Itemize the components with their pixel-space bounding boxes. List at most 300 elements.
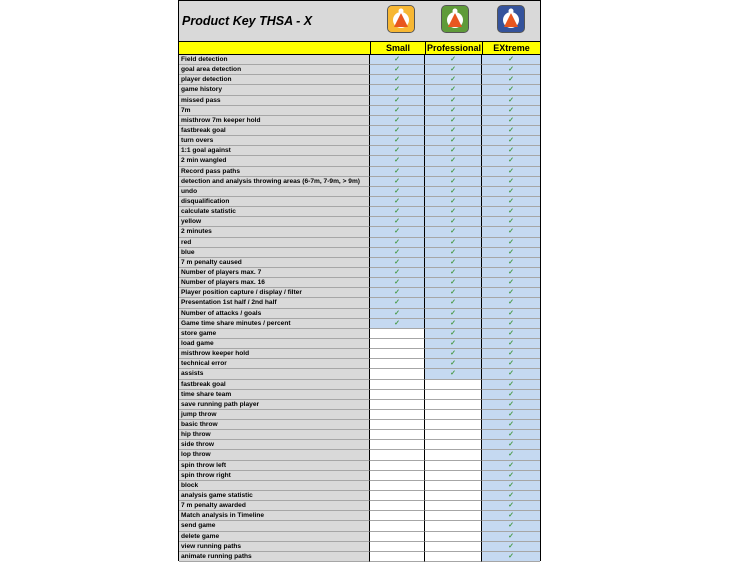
small-cell [370, 288, 425, 298]
professional-cell [425, 75, 482, 85]
check-icon: ✓ [450, 218, 456, 226]
check-icon: ✓ [508, 370, 514, 378]
small-cell [370, 359, 425, 369]
extreme-cell [482, 288, 540, 298]
table-row [179, 258, 540, 268]
feature-label: Record pass paths [179, 167, 370, 177]
check-icon: ✓ [450, 86, 456, 94]
check-icon: ✓ [450, 208, 456, 216]
table-row [179, 268, 540, 278]
check-icon: ✓ [394, 218, 400, 226]
professional-cell [425, 309, 482, 319]
feature-label: misthrow keeper hold [179, 349, 370, 359]
professional-cell [425, 96, 482, 106]
professional-cell [425, 542, 482, 552]
professional-cell [425, 227, 482, 237]
feature-label: analysis game statistic [179, 491, 370, 501]
check-icon: ✓ [508, 187, 514, 195]
extreme-cell [482, 116, 540, 126]
extreme-cell [482, 349, 540, 359]
feature-label: view running paths [179, 542, 370, 552]
extreme-cell [482, 217, 540, 227]
feature-label: Number of players max. 7 [179, 268, 370, 278]
check-icon: ✓ [394, 66, 400, 74]
table-row [179, 96, 540, 106]
feature-label: store game [179, 329, 370, 339]
small-cell [370, 461, 425, 471]
table-row [179, 187, 540, 197]
extreme-cell [482, 309, 540, 319]
small-cell [370, 197, 425, 207]
check-icon: ✓ [450, 106, 456, 114]
check-icon: ✓ [508, 492, 514, 500]
extreme-cell [482, 177, 540, 187]
check-icon: ✓ [450, 329, 456, 337]
small-cell [370, 329, 425, 339]
professional-cell [425, 187, 482, 197]
check-icon: ✓ [508, 289, 514, 297]
small-cell [370, 542, 425, 552]
small-cell [370, 420, 425, 430]
feature-label: turn overs [179, 136, 370, 146]
column-header-row [179, 42, 540, 55]
table-row [179, 491, 540, 501]
table-row [179, 400, 540, 410]
check-icon: ✓ [450, 147, 456, 155]
table-row [179, 75, 540, 85]
extreme-cell [482, 380, 540, 390]
small-cell [370, 481, 425, 491]
check-icon: ✓ [508, 218, 514, 226]
professional-cell [425, 501, 482, 511]
feature-label: technical error [179, 359, 370, 369]
feature-label: Number of attacks / goals [179, 309, 370, 319]
check-icon: ✓ [508, 441, 514, 449]
check-icon: ✓ [394, 258, 400, 266]
extreme-cell [482, 532, 540, 542]
professional-cell [425, 380, 482, 390]
professional-cell [425, 410, 482, 420]
extreme-cell [482, 55, 540, 65]
professional-cell [425, 248, 482, 258]
extreme-cell [482, 146, 540, 156]
check-icon: ✓ [508, 380, 514, 388]
feature-label: Number of players max. 16 [179, 278, 370, 288]
extreme-cell [482, 96, 540, 106]
check-icon: ✓ [508, 66, 514, 74]
table-row [179, 390, 540, 400]
small-cell [370, 491, 425, 501]
professional-cell [425, 238, 482, 248]
table-row [179, 521, 540, 531]
check-icon: ✓ [394, 167, 400, 175]
table-row [179, 440, 540, 450]
column-header-professional: Professional [426, 43, 482, 53]
professional-cell [425, 258, 482, 268]
check-icon: ✓ [508, 390, 514, 398]
check-icon: ✓ [450, 258, 456, 266]
feature-rows [179, 55, 540, 562]
check-icon: ✓ [450, 187, 456, 195]
professional-cell [425, 430, 482, 440]
table-row [179, 471, 540, 481]
small-cell [370, 400, 425, 410]
extreme-cell [482, 450, 540, 460]
professional-cell [425, 450, 482, 460]
check-icon: ✓ [450, 279, 456, 287]
small-cell [370, 248, 425, 258]
feature-label: Field detection [179, 55, 370, 65]
extreme-cell [482, 390, 540, 400]
small-cell [370, 268, 425, 278]
extreme-cell [482, 491, 540, 501]
feature-label: Game time share minutes / percent [179, 319, 370, 329]
table-row [179, 217, 540, 227]
feature-label: missed pass [179, 96, 370, 106]
professional-cell [425, 207, 482, 217]
check-icon: ✓ [508, 268, 514, 276]
professional-cell [425, 369, 482, 379]
check-icon: ✓ [508, 481, 514, 489]
feature-label: 7m [179, 106, 370, 116]
extreme-cell [482, 410, 540, 420]
check-icon: ✓ [450, 66, 456, 74]
check-icon: ✓ [450, 289, 456, 297]
check-icon: ✓ [394, 147, 400, 155]
table-row [179, 450, 540, 460]
professional-cell [425, 461, 482, 471]
check-icon: ✓ [508, 197, 514, 205]
check-icon: ✓ [450, 339, 456, 347]
small-cell [370, 532, 425, 542]
professional-logo-icon [441, 5, 469, 33]
professional-cell [425, 471, 482, 481]
small-cell [370, 369, 425, 379]
check-icon: ✓ [450, 126, 456, 134]
check-icon: ✓ [394, 177, 400, 185]
extreme-cell [482, 187, 540, 197]
extreme-cell [482, 521, 540, 531]
check-icon: ✓ [508, 512, 514, 520]
check-icon: ✓ [394, 56, 400, 63]
check-icon: ✓ [394, 137, 400, 145]
extreme-cell [482, 65, 540, 75]
check-icon: ✓ [450, 197, 456, 205]
extreme-cell [482, 359, 540, 369]
small-cell [370, 440, 425, 450]
table-row [179, 309, 540, 319]
small-cell [370, 146, 425, 156]
check-icon: ✓ [394, 106, 400, 114]
check-icon: ✓ [450, 228, 456, 236]
feature-label: Player position capture / display / filter [179, 288, 370, 298]
professional-cell [425, 298, 482, 308]
extreme-cell [482, 136, 540, 146]
feature-label: calculate statistic [179, 207, 370, 217]
table-row [179, 156, 540, 166]
feature-label: yellow [179, 217, 370, 227]
small-cell [370, 430, 425, 440]
table-row [179, 380, 540, 390]
small-cell [370, 96, 425, 106]
check-icon: ✓ [450, 299, 456, 307]
table-row [179, 278, 540, 288]
table-row [179, 207, 540, 217]
table-row [179, 106, 540, 116]
table-row [179, 197, 540, 207]
check-icon: ✓ [508, 279, 514, 287]
check-icon: ✓ [450, 268, 456, 276]
check-icon: ✓ [508, 502, 514, 510]
check-icon: ✓ [450, 309, 456, 317]
feature-label: hip throw [179, 430, 370, 440]
small-cell [370, 217, 425, 227]
professional-cell [425, 278, 482, 288]
table-row [179, 136, 540, 146]
table-row [179, 167, 540, 177]
check-icon: ✓ [508, 96, 514, 104]
check-icon: ✓ [394, 319, 400, 327]
check-icon: ✓ [508, 56, 514, 63]
table-row [179, 329, 540, 339]
feature-label: 7 m penalty awarded [179, 501, 370, 511]
check-icon: ✓ [450, 137, 456, 145]
extreme-cell [482, 197, 540, 207]
check-icon: ✓ [450, 238, 456, 246]
feature-label: assists [179, 369, 370, 379]
professional-cell [425, 55, 482, 65]
feature-label: disqualification [179, 197, 370, 207]
check-icon: ✓ [508, 461, 514, 469]
small-cell [370, 106, 425, 116]
small-logo-icon [387, 5, 415, 33]
professional-cell [425, 146, 482, 156]
small-cell [370, 471, 425, 481]
small-cell [370, 167, 425, 177]
feature-label: lop throw [179, 450, 370, 460]
table-row [179, 116, 540, 126]
extreme-cell [482, 126, 540, 136]
check-icon: ✓ [508, 431, 514, 439]
check-icon: ✓ [508, 167, 514, 175]
feature-label: detection and analysis throwing areas (6-7m, 7-9m, > 9m) [179, 177, 370, 187]
small-cell [370, 380, 425, 390]
professional-cell [425, 400, 482, 410]
check-icon: ✓ [508, 86, 514, 94]
check-icon: ✓ [508, 76, 514, 84]
check-icon: ✓ [394, 248, 400, 256]
extreme-cell [482, 248, 540, 258]
check-icon: ✓ [508, 319, 514, 327]
small-cell [370, 187, 425, 197]
table-row [179, 65, 540, 75]
feature-label: spin throw left [179, 461, 370, 471]
table-row [179, 55, 540, 65]
extreme-cell [482, 430, 540, 440]
table-row [179, 369, 540, 379]
professional-cell [425, 440, 482, 450]
check-icon: ✓ [508, 208, 514, 216]
feature-label: delete game [179, 532, 370, 542]
feature-comparison-table [178, 0, 541, 561]
table-row [179, 430, 540, 440]
check-icon: ✓ [450, 76, 456, 84]
professional-cell [425, 126, 482, 136]
professional-cell [425, 85, 482, 95]
table-row [179, 420, 540, 430]
professional-cell [425, 349, 482, 359]
extreme-cell [482, 319, 540, 329]
small-cell [370, 227, 425, 237]
table-row [179, 349, 540, 359]
professional-cell [425, 106, 482, 116]
extreme-cell [482, 85, 540, 95]
table-row [179, 410, 540, 420]
check-icon: ✓ [450, 370, 456, 378]
table-row [179, 461, 540, 471]
small-cell [370, 177, 425, 187]
check-icon: ✓ [508, 532, 514, 540]
check-icon: ✓ [450, 56, 456, 63]
professional-cell [425, 217, 482, 227]
check-icon: ✓ [508, 552, 514, 560]
feature-label: goal area detection [179, 65, 370, 75]
column-header-small: Small [370, 42, 425, 54]
small-cell [370, 349, 425, 359]
professional-cell [425, 319, 482, 329]
table-row [179, 177, 540, 187]
check-icon: ✓ [508, 542, 514, 550]
check-icon: ✓ [508, 339, 514, 347]
professional-cell [425, 136, 482, 146]
professional-cell [425, 339, 482, 349]
check-icon: ✓ [508, 238, 514, 246]
table-row [179, 511, 540, 521]
table-row [179, 542, 540, 552]
extreme-logo-icon [497, 5, 525, 33]
small-cell [370, 156, 425, 166]
extreme-cell [482, 542, 540, 552]
small-cell [370, 521, 425, 531]
check-icon: ✓ [508, 116, 514, 124]
small-cell [370, 339, 425, 349]
feature-label: blue [179, 248, 370, 258]
table-row [179, 248, 540, 258]
check-icon: ✓ [450, 167, 456, 175]
small-cell [370, 75, 425, 85]
feature-label: undo [179, 187, 370, 197]
extreme-cell [482, 400, 540, 410]
table-row [179, 552, 540, 562]
professional-cell [425, 359, 482, 369]
table-row [179, 238, 540, 248]
extreme-cell [482, 167, 540, 177]
check-icon: ✓ [508, 471, 514, 479]
professional-cell [425, 532, 482, 542]
check-icon: ✓ [394, 289, 400, 297]
extreme-cell [482, 511, 540, 521]
feature-label: fastbreak goal [179, 126, 370, 136]
professional-cell [425, 511, 482, 521]
check-icon: ✓ [508, 228, 514, 236]
professional-cell [425, 167, 482, 177]
extreme-cell [482, 227, 540, 237]
small-cell [370, 258, 425, 268]
table-title: Product Key THSA - X [182, 14, 313, 28]
professional-cell [425, 65, 482, 75]
extreme-cell [482, 207, 540, 217]
check-icon: ✓ [394, 126, 400, 134]
extreme-cell [482, 156, 540, 166]
professional-cell [425, 481, 482, 491]
check-icon: ✓ [508, 177, 514, 185]
feature-label: jump throw [179, 410, 370, 420]
feature-label: side throw [179, 440, 370, 450]
extreme-cell [482, 75, 540, 85]
table-row [179, 298, 540, 308]
extreme-cell [482, 268, 540, 278]
small-cell [370, 410, 425, 420]
check-icon: ✓ [508, 299, 514, 307]
small-cell [370, 126, 425, 136]
check-icon: ✓ [394, 76, 400, 84]
table-row [179, 85, 540, 95]
check-icon: ✓ [450, 248, 456, 256]
small-cell [370, 65, 425, 75]
professional-cell [425, 268, 482, 278]
check-icon: ✓ [508, 258, 514, 266]
feature-label: 2 min wangled [179, 156, 370, 166]
feature-label: 2 minutes [179, 227, 370, 237]
check-icon: ✓ [450, 157, 456, 165]
table-row [179, 319, 540, 329]
check-icon: ✓ [508, 522, 514, 530]
feature-label: Presentation 1st half / 2nd half [179, 298, 370, 308]
check-icon: ✓ [394, 197, 400, 205]
check-icon: ✓ [508, 126, 514, 134]
table-row [179, 146, 540, 156]
feature-label: red [179, 238, 370, 248]
check-icon: ✓ [508, 309, 514, 317]
check-icon: ✓ [508, 147, 514, 155]
small-cell [370, 85, 425, 95]
check-icon: ✓ [394, 187, 400, 195]
small-cell [370, 511, 425, 521]
check-icon: ✓ [508, 421, 514, 429]
check-icon: ✓ [394, 309, 400, 317]
extreme-cell [482, 298, 540, 308]
extreme-cell [482, 552, 540, 562]
check-icon: ✓ [450, 96, 456, 104]
feature-label: game history [179, 85, 370, 95]
extreme-cell [482, 278, 540, 288]
extreme-cell [482, 471, 540, 481]
professional-cell [425, 177, 482, 187]
extreme-cell [482, 106, 540, 116]
feature-label: player detection [179, 75, 370, 85]
small-cell [370, 207, 425, 217]
check-icon: ✓ [394, 86, 400, 94]
check-icon: ✓ [394, 268, 400, 276]
check-icon: ✓ [450, 177, 456, 185]
small-cell [370, 278, 425, 288]
check-icon: ✓ [508, 451, 514, 459]
check-icon: ✓ [394, 238, 400, 246]
check-icon: ✓ [450, 319, 456, 327]
feature-label: misthrow 7m keeper hold [179, 116, 370, 126]
check-icon: ✓ [508, 157, 514, 165]
professional-cell [425, 390, 482, 400]
